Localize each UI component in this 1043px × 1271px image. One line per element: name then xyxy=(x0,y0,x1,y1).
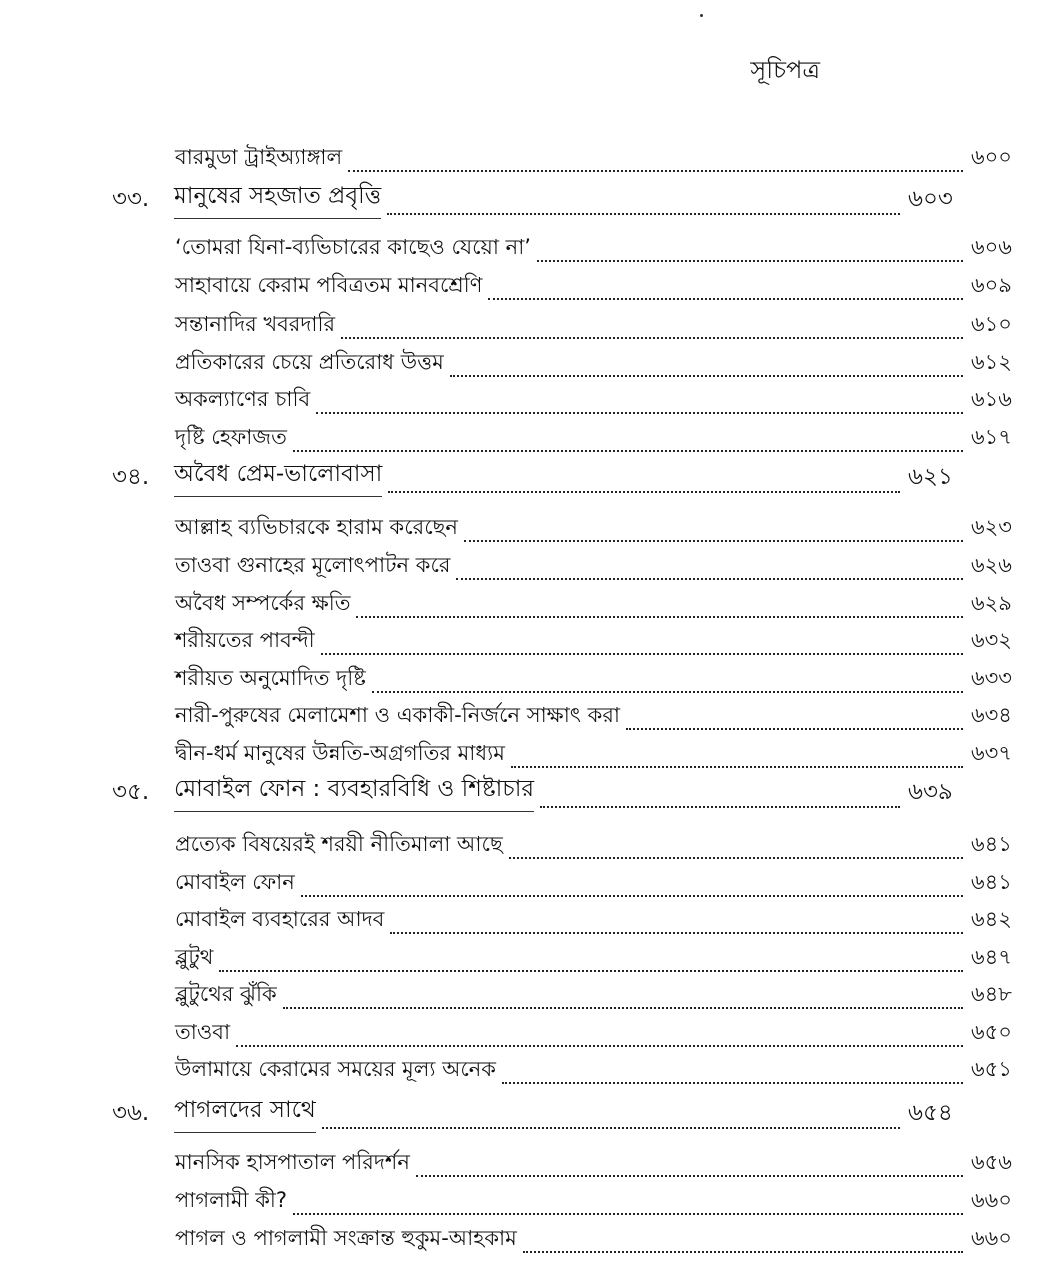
toc-entry-row xyxy=(0,1185,1043,1219)
dot-leader xyxy=(388,490,900,493)
chapter-title: অবৈধ প্রেম-ভালোবাসা xyxy=(174,455,382,497)
page-number: ৬৬০ xyxy=(971,1188,1012,1212)
entry-title: প্রতিকারের চেয়ে প্রতিরোধ উত্তম xyxy=(175,350,444,374)
toc-chapter-row xyxy=(0,463,980,497)
dot-leader xyxy=(321,652,963,655)
entry-title: বারমুডা ট্রাইঅ্যাঙ্গাল xyxy=(175,145,343,169)
toc-entry-row xyxy=(0,232,1043,266)
toc-entry-row xyxy=(0,550,1043,584)
dot-leader xyxy=(488,297,963,300)
dot-leader xyxy=(322,1126,900,1129)
chapter-number: ৩৫. xyxy=(112,779,150,805)
chapter-number: ৩৪. xyxy=(112,464,150,490)
toc-entry-row xyxy=(0,738,1043,772)
toc-chapter-row xyxy=(0,1099,980,1133)
chapter-number: ৩৬. xyxy=(112,1100,150,1126)
page-number: ৬৪২ xyxy=(971,907,1012,931)
chapter-title: পাগলদের সাথে xyxy=(174,1091,316,1133)
page-number: ৬৬০ xyxy=(971,1226,1012,1250)
toc-entry-row xyxy=(0,1223,1043,1257)
toc-entry-row xyxy=(0,1017,1043,1051)
dot-leader xyxy=(301,894,963,897)
dot-leader xyxy=(450,374,963,377)
entry-title: শরীয়তের পাবন্দী xyxy=(175,628,315,652)
dot-leader xyxy=(626,727,963,730)
page-number: ৬৫০ xyxy=(971,1020,1012,1044)
toc-chapter-row xyxy=(0,778,980,812)
dot-leader xyxy=(219,969,963,972)
dot-leader xyxy=(390,931,963,934)
entry-title: অকল্যাণের চাবি xyxy=(175,387,311,411)
toc-entry-row xyxy=(0,384,1043,418)
entry-title: দৃষ্টি হেফাজত xyxy=(175,425,287,449)
dot-leader xyxy=(348,169,963,172)
page-number: ৬৫৬ xyxy=(971,1150,1012,1174)
chapter-number: ৩৩. xyxy=(112,186,150,212)
entry-title: মোবাইল ব্যবহারের আদব xyxy=(175,907,385,931)
page-number: ৬০০ xyxy=(971,145,1012,169)
dot-leader xyxy=(509,856,963,859)
dot-leader xyxy=(537,259,963,262)
page-number: ৬৩৪ xyxy=(971,703,1012,727)
entry-title: প্রত্যেক বিষয়েরই শরয়ী নীতিমালা আছে xyxy=(175,832,503,856)
page-speck xyxy=(700,14,703,17)
entry-title: আল্লাহ ব্যভিচারকে হারাম করেছেন xyxy=(175,515,458,539)
entry-title: মানসিক হাসপাতাল পরিদর্শন xyxy=(175,1150,410,1174)
dot-leader xyxy=(341,336,963,339)
entry-title: অবৈধ সম্পর্কের ক্ষতি xyxy=(175,591,351,615)
dot-leader xyxy=(540,805,900,808)
entry-title: ব্লুটুথের ঝুঁকি xyxy=(175,982,277,1006)
toc-entry-row xyxy=(0,347,1043,381)
chapter-title: মানুষের সহজাত প্রবৃত্তি xyxy=(174,177,381,219)
entry-title: সাহাবায়ে কেরাম পবিত্রতম মানবশ্রেণি xyxy=(175,273,483,297)
dot-leader xyxy=(372,690,963,693)
dot-leader xyxy=(464,539,963,542)
toc-entry-row xyxy=(0,942,1043,976)
toc-entry-row xyxy=(0,700,1043,734)
entry-title: তাওবা গুনাহের মূলোৎপাটন করে xyxy=(175,553,451,577)
entry-title: মোবাইল ফোন xyxy=(175,870,295,894)
toc-entry-row xyxy=(0,309,1043,343)
page-number: ৬১৭ xyxy=(971,425,1012,449)
page-number: ৬০৬ xyxy=(971,235,1012,259)
toc-entry-row xyxy=(0,1147,1043,1181)
toc-entry-row xyxy=(0,588,1043,622)
page-number: ৬২১ xyxy=(908,464,953,490)
entry-title: সন্তানাদির খবরদারি xyxy=(175,312,336,336)
dot-leader xyxy=(511,765,963,768)
entry-title: পাগল ও পাগলামী সংক্রান্ত হুকুম-আহকাম xyxy=(175,1226,517,1250)
dot-leader xyxy=(236,1044,963,1047)
toc-entry-row xyxy=(0,422,1043,456)
page-number: ৬৩৯ xyxy=(908,779,953,805)
page-number: ৬১০ xyxy=(971,312,1012,336)
entry-title: ব্লুটুথ xyxy=(175,945,214,969)
dot-leader xyxy=(387,212,900,215)
entry-title: পাগলামী কী? xyxy=(175,1188,288,1212)
page-number: ৬২৯ xyxy=(971,591,1012,615)
chapter-title: মোবাইল ফোন : ব্যবহারবিধি ও শিষ্টাচার xyxy=(174,770,534,812)
page-number: ৬০৩ xyxy=(908,186,953,212)
toc-entry-row xyxy=(0,1054,1043,1088)
page-number: ৬১২ xyxy=(971,350,1012,374)
toc-entry-row xyxy=(0,663,1043,697)
dot-leader xyxy=(293,1212,963,1215)
toc-chapter-row xyxy=(0,185,980,219)
page-number: ৬৫১ xyxy=(971,1057,1012,1081)
dot-leader xyxy=(456,577,963,580)
toc-entry-row xyxy=(0,867,1043,901)
page-number: ৬৪১ xyxy=(971,832,1012,856)
toc-entry-row xyxy=(0,979,1043,1013)
entry-title: দ্বীন-ধর্ম মানুষের উন্নতি-অগ্রগতির মাধ্যম xyxy=(175,741,505,765)
entry-title: ‘তোমরা যিনা-ব্যভিচারের কাছেও যেয়ো না’ xyxy=(175,235,531,259)
page-header: সূচিপত্র xyxy=(750,56,820,84)
page-number: ৬০৯ xyxy=(971,273,1012,297)
toc-entry-row xyxy=(0,625,1043,659)
page-number: ৬১৬ xyxy=(971,387,1012,411)
entry-title: তাওবা xyxy=(175,1020,231,1044)
dot-leader xyxy=(283,1006,963,1009)
toc-entry-row xyxy=(0,512,1043,546)
entry-title: নারী-পুরুষের মেলামেশা ও একাকী-নির্জনে সাক্ষাৎ করা xyxy=(175,703,621,727)
page-number: ৬৫৪ xyxy=(908,1100,953,1126)
dot-leader xyxy=(502,1081,963,1084)
page-number: ৬২৬ xyxy=(971,553,1012,577)
toc-entry-row xyxy=(0,829,1043,863)
toc-entry-row xyxy=(0,904,1043,938)
entry-title: শরীয়ত অনুমোদিত দৃষ্টি xyxy=(175,666,366,690)
page-number: ৬৩৩ xyxy=(971,666,1012,690)
entry-title: উলামায়ে কেরামের সময়ের মূল্য অনেক xyxy=(175,1057,497,1081)
page-number: ৬৩৭ xyxy=(971,741,1012,765)
dot-leader xyxy=(356,615,963,618)
toc-entry-row xyxy=(0,142,1043,176)
page-number: ৬৪১ xyxy=(971,870,1012,894)
page-number: ৬৪৮ xyxy=(971,982,1012,1006)
page-number: ৬২৩ xyxy=(971,515,1012,539)
dot-leader xyxy=(293,449,963,452)
page-number: ৬৪৭ xyxy=(971,945,1012,969)
dot-leader xyxy=(523,1250,963,1253)
toc-entry-row xyxy=(0,270,1043,304)
dot-leader xyxy=(416,1174,963,1177)
dot-leader xyxy=(316,411,963,414)
page-number: ৬৩২ xyxy=(971,628,1012,652)
